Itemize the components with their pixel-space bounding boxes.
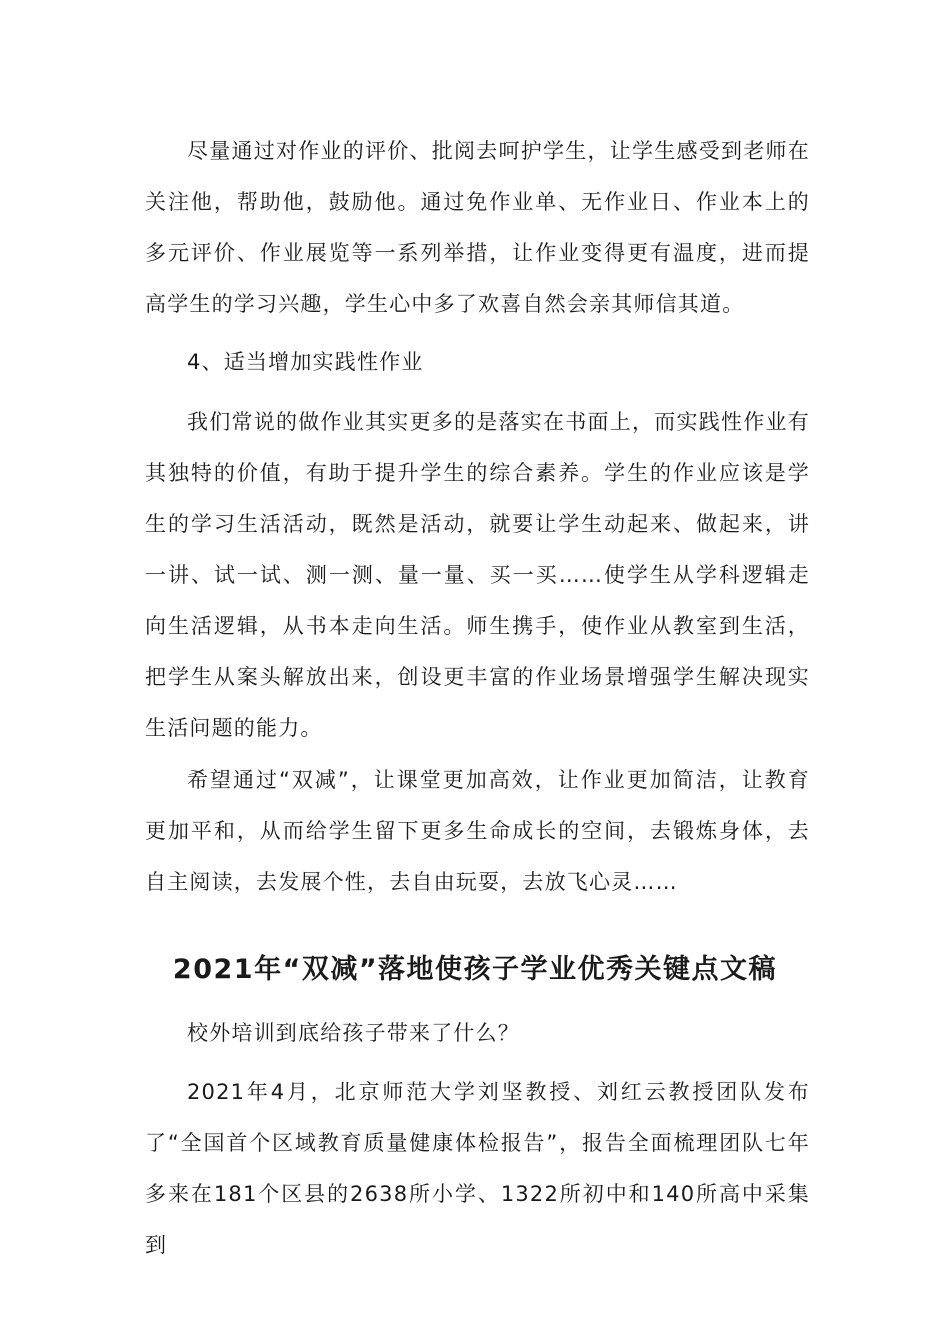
paragraph-double-reduction-hope: 希望通过“双减”，让课堂更加高效，让作业更加简洁，让教育更加平和，从而给学生留下更多生命成长的空间，去锻炼身体，去自主阅读，去发展个性，去自由玩耍，去放飞心灵……	[145, 768, 810, 894]
paragraph-report: 2021年4月，北京师范大学刘坚教授、刘红云教授团队发布了“全国首个区域教育质量健康体检报告”，报告全面梳理团队七年多来在181个区县的2638所小学、1322所初中和140所高中采集到	[145, 1080, 810, 1257]
paragraph-practical-homework: 我们常说的做作业其实更多的是落实在书面上，而实践性作业有其独特的价值，有助于提升学生的综合素养。学生的作业应该是学生的学习生活活动，既然是活动，就要让学生动起来、做起来，讲一讲、试一试、测一测、量一量、买一买……使学生从学科逻辑走向生活逻辑，从书本走向生活。师生携手，使作业从教室到生活，把学生从案头解放出来，创设更丰富的作业场景增强学生解决现实生活问题的能力。	[145, 410, 810, 740]
paragraph-question: 校外培训到底给孩子带来了什么？	[187, 1021, 520, 1045]
section-title: 2021年“双减”落地使孩子学业优秀关键点文稿	[172, 954, 778, 985]
paragraph-homework-evaluation: 尽量通过对作业的评价、批阅去呵护学生，让学生感受到老师在关注他，帮助他，鼓励他。通过免作业单、无作业日、作业本上的多元评价、作业展览等一系列举措，让作业变得更有温度，进而提高学生的学习兴趣，学生心中多了欢喜自然会亲其师信其道。	[145, 139, 810, 316]
subheading-practical-homework: 4、适当增加实践性作业	[187, 350, 424, 374]
